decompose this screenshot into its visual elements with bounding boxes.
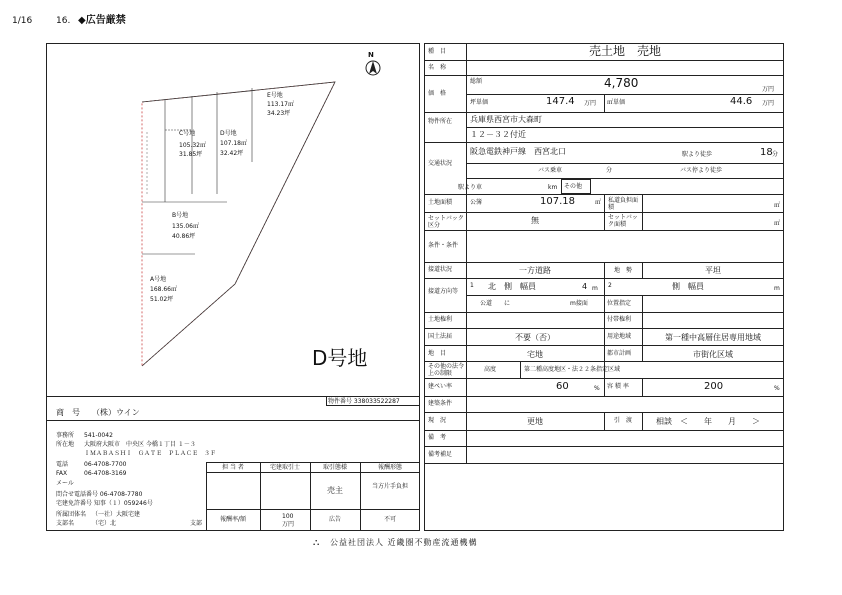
lot-d-sqm: 107.18㎡ bbox=[220, 140, 247, 147]
setback-area-label: セットバック面積 bbox=[608, 214, 638, 228]
fee-value: 当方片手負担 bbox=[371, 483, 408, 490]
page-number: 1/16 bbox=[12, 16, 33, 26]
address-line2: ＩＭＡＢＡＳＨＩ ＧＡＴＥ ＰＬＡＣＥ ３Ｆ bbox=[84, 450, 217, 457]
col-line bbox=[642, 296, 643, 312]
remarks-label: 備 考 bbox=[428, 434, 447, 441]
row-line bbox=[466, 127, 784, 128]
road1-side: 北 側 幅員 bbox=[488, 282, 536, 291]
private-road-unit: ㎡ bbox=[774, 202, 781, 209]
far-value: 200 bbox=[704, 381, 724, 392]
col-line bbox=[604, 378, 605, 396]
row-line bbox=[424, 112, 784, 113]
total-price-unit: 万円 bbox=[762, 86, 775, 93]
lot-b-tsubo: 40.86坪 bbox=[172, 233, 196, 240]
property-type: 売土地 売地 bbox=[588, 44, 661, 58]
fee-header: 報酬形態 bbox=[377, 464, 402, 471]
status-value: 更地 bbox=[527, 417, 543, 426]
trade-name: （株）ウイン bbox=[92, 408, 140, 417]
bcr-unit: % bbox=[594, 385, 600, 392]
lot-c-name: C号地 bbox=[179, 130, 196, 137]
deal-value: 売主 bbox=[327, 486, 343, 495]
total-price: 4,780 bbox=[604, 76, 639, 90]
address-label: 所在地 bbox=[56, 441, 75, 448]
address-line1: 大阪府大阪市 中央区 今橋１丁目 １－３ bbox=[84, 441, 196, 448]
divider bbox=[206, 509, 420, 510]
conditions-label: 条件・条件 bbox=[428, 242, 459, 249]
status-label: 現 況 bbox=[428, 417, 447, 424]
setback-area-unit: ㎡ bbox=[774, 220, 781, 227]
row-line bbox=[466, 163, 784, 164]
road1-width: 4 bbox=[582, 282, 588, 291]
walk-minutes: 18 bbox=[760, 147, 773, 158]
office-label: 事務所 bbox=[56, 432, 75, 439]
remarks-supplement-label: 備考補足 bbox=[428, 451, 453, 458]
road1-unit: m bbox=[592, 285, 598, 292]
type-label: 種 目 bbox=[428, 48, 447, 55]
row-line bbox=[424, 430, 784, 431]
walk-unit: 分 bbox=[772, 151, 779, 158]
col-line bbox=[604, 94, 605, 112]
site-map bbox=[47, 44, 419, 396]
fax-label: FAX bbox=[56, 470, 68, 477]
private-road-label: 私道負担面積 bbox=[608, 197, 639, 211]
col-line bbox=[642, 194, 643, 230]
sqm-price-unit: 万円 bbox=[762, 100, 775, 107]
price-label: 価 格 bbox=[428, 90, 447, 97]
row-line bbox=[424, 446, 784, 447]
lot-b-name: B号地 bbox=[172, 212, 189, 219]
total-price-label: 総額 bbox=[470, 78, 483, 85]
row-line bbox=[424, 230, 784, 231]
lot-b-sqm: 135.06㎡ bbox=[172, 223, 199, 230]
tel-label: 電話 bbox=[56, 461, 69, 468]
row-line bbox=[424, 396, 784, 397]
trade-name-label: 商 号 bbox=[56, 408, 80, 417]
walk-label: 駅より徒歩 bbox=[682, 151, 713, 158]
deal-header: 取引態様 bbox=[322, 464, 347, 471]
sqm-price: 44.6 bbox=[730, 96, 753, 107]
rights-sub-label: 付帯権利 bbox=[607, 316, 632, 323]
tsubo-price: 147.4 bbox=[546, 96, 575, 107]
footer-logo-icon: ⛬ bbox=[313, 538, 320, 548]
location-label: 物件所在 bbox=[428, 118, 453, 125]
land-area-unit: ㎡ bbox=[595, 199, 602, 206]
footer-organization: 公益社団法人 近畿圏不動産流通機構 bbox=[330, 538, 478, 547]
lot-a-sqm: 168.66㎡ bbox=[150, 286, 177, 293]
property-number: 物件番号 338033522287 bbox=[328, 398, 400, 405]
north-label: N bbox=[368, 51, 374, 59]
tel-number: 06-4708-7700 bbox=[84, 461, 127, 468]
height-detail: 第二種高度地区・法２２条指定区域 bbox=[524, 366, 621, 373]
lot-e-sqm: 113.17㎡ bbox=[267, 101, 294, 108]
road-label: 接道状況 bbox=[428, 266, 453, 273]
association: （一社）大阪宅建 bbox=[92, 511, 141, 518]
position-label: 位置指定 bbox=[607, 300, 632, 307]
col-line bbox=[604, 278, 605, 312]
label-column-divider bbox=[466, 43, 467, 463]
branch-label: 支部名 bbox=[56, 520, 75, 527]
road-direction-label: 接道方向等 bbox=[428, 288, 459, 295]
road-public: 公道 に bbox=[480, 300, 511, 307]
handover-label: 引 渡 bbox=[613, 417, 632, 424]
license-number: 宅建免許番号 知事（１）059246号 bbox=[56, 500, 153, 507]
item-number: 16. bbox=[56, 16, 71, 26]
lot-e-tsubo: 34.23坪 bbox=[267, 110, 291, 117]
postal-code: 541-0042 bbox=[84, 432, 113, 439]
row-line bbox=[466, 295, 784, 296]
road2-number: 2 bbox=[608, 282, 612, 289]
terrain-label: 地 勢 bbox=[613, 267, 632, 274]
setback-label: セットバック区分 bbox=[428, 215, 464, 229]
lot-big-label: D号地 bbox=[312, 346, 368, 370]
col-line bbox=[520, 361, 521, 378]
branch-suffix: 支部 bbox=[190, 520, 203, 527]
station-car-label: 駅より車 bbox=[458, 184, 483, 191]
land-law-label: 国土法届 bbox=[428, 333, 453, 340]
bcr-label: 建ぺい率 bbox=[428, 383, 453, 390]
col-line bbox=[604, 194, 605, 230]
zoning-label: 用途地域 bbox=[607, 333, 632, 340]
reward-value: 100 bbox=[282, 513, 294, 520]
association-label: 所属団体名 bbox=[56, 511, 87, 518]
km-unit: km bbox=[548, 184, 558, 191]
road-contact: m接面 bbox=[570, 300, 588, 307]
other-label: その他 bbox=[564, 183, 583, 190]
sqm-price-label: ㎡単価 bbox=[607, 99, 626, 106]
road2-side: 側 幅員 bbox=[672, 282, 704, 291]
row-line bbox=[466, 178, 784, 179]
row-line bbox=[424, 463, 784, 464]
inquiry-tel: 問合せ電話番号 06-4708-7780 bbox=[56, 491, 143, 498]
lot-d-tsubo: 32.42坪 bbox=[220, 150, 244, 157]
road2-unit: m bbox=[774, 285, 780, 292]
lot-c-sqm: 105.32㎡ bbox=[179, 142, 206, 149]
land-law-value: 不要（否） bbox=[515, 333, 555, 342]
reward-unit: 万円 bbox=[282, 521, 295, 528]
lot-d-name: D号地 bbox=[220, 130, 237, 137]
divider bbox=[260, 462, 261, 531]
lot-e-name: E号地 bbox=[267, 92, 283, 99]
site-plan-drawing bbox=[47, 44, 419, 396]
land-area-label: 土地面積 bbox=[428, 199, 453, 206]
rights-label: 土地権利 bbox=[428, 316, 453, 323]
mail-label: メール bbox=[56, 480, 74, 487]
lot-a-tsubo: 51.02坪 bbox=[150, 296, 174, 303]
location-line1: 兵庫県西宮市大森町 bbox=[470, 115, 542, 124]
zoning-value: 第一種中高層住居専用地域 bbox=[665, 333, 761, 342]
bus-unit: 分 bbox=[606, 167, 613, 174]
col-line bbox=[642, 412, 643, 430]
category-label: 地 目 bbox=[428, 350, 447, 357]
lot-a-name: A号地 bbox=[150, 276, 167, 283]
setback-value: 無 bbox=[531, 216, 539, 225]
col-line bbox=[642, 378, 643, 396]
bus-stop-walk-label: バス停より徒歩 bbox=[680, 167, 723, 174]
far-label: 容 積 率 bbox=[607, 383, 629, 390]
road1-number: 1 bbox=[470, 282, 474, 289]
branch: （宅）北 bbox=[92, 520, 117, 527]
city-plan-value: 市街化区域 bbox=[693, 350, 733, 359]
agent-header: 宅建取引士 bbox=[269, 464, 300, 471]
ad-value: 不可 bbox=[383, 516, 396, 523]
bcr-value: 60 bbox=[556, 381, 569, 392]
category-value: 宅地 bbox=[527, 350, 543, 359]
reward-label: 報酬率/額 bbox=[219, 516, 247, 523]
fax-number: 06-4708-3169 bbox=[84, 470, 127, 477]
lot-c-tsubo: 31.85坪 bbox=[179, 151, 203, 158]
location-line2: １２－３２付近 bbox=[470, 130, 526, 139]
height-label: 高度 bbox=[484, 366, 497, 373]
name-label: 名 称 bbox=[428, 64, 447, 71]
staff-header: 担 当 者 bbox=[222, 464, 244, 471]
tsubo-price-unit: 万円 bbox=[584, 100, 597, 107]
terrain-value: 平坦 bbox=[705, 266, 721, 275]
far-unit: % bbox=[774, 385, 780, 392]
row-line bbox=[424, 60, 784, 61]
row-line bbox=[466, 94, 784, 95]
city-plan-label: 都市計画 bbox=[607, 350, 632, 357]
divider bbox=[46, 420, 420, 421]
land-area-kind: 公簿 bbox=[470, 199, 483, 206]
build-condition-label: 建築条件 bbox=[428, 400, 453, 407]
train-line: 阪急電鉄神戸線 西宮北口 bbox=[470, 147, 566, 156]
divider bbox=[206, 472, 420, 473]
ad-notice: ◆広告厳禁 bbox=[78, 15, 126, 26]
handover-value: 相談 ＜ 年 月 ＞ bbox=[656, 417, 760, 426]
bus-label: バス乗車 bbox=[538, 167, 563, 174]
ad-label: 広告 bbox=[328, 516, 341, 523]
row-line bbox=[424, 142, 784, 143]
tsubo-price-label: 坪単価 bbox=[470, 99, 489, 106]
land-area: 107.18 bbox=[540, 196, 575, 207]
road-type: 一方道路 bbox=[519, 266, 551, 275]
transport-label: 交通状況 bbox=[428, 160, 453, 167]
other-limits-label: その他の法令上の制限 bbox=[428, 363, 465, 377]
